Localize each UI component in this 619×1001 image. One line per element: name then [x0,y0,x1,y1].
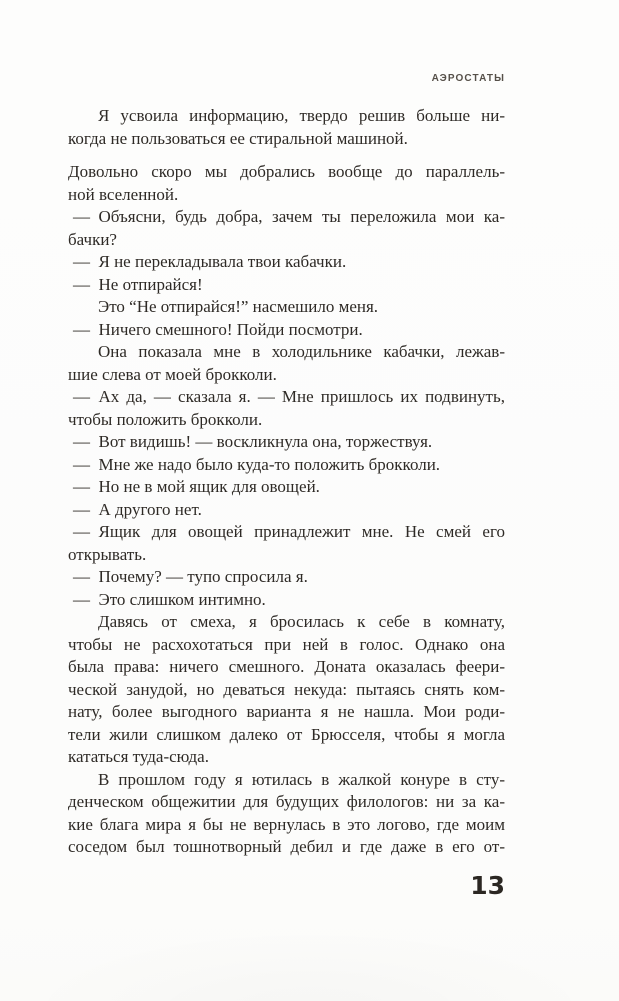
text-line: — Не отпирайся! [73,274,203,294]
text-line: — Вот видишь! — воскликнула она, торжествуя. [73,432,433,451]
page-body [68,105,505,859]
text-line: Это “Не отпирайся!” насмешило меня. [98,297,379,316]
text-line: — А другого нет. [73,499,202,519]
text-line: открывать. [68,544,147,564]
text-line: ческой занудой, но деваться некуда: пытаясь снять ком- [68,679,505,699]
text-line: чтобы положить брокколи. [68,409,263,429]
text-line: была права: ничего смешного. Доната оказалась феери- [68,657,505,676]
text-line: Я усвоила информацию, твердо решив больше ни- [98,106,505,125]
text-line: кататься туда-сюда. [68,747,209,766]
text-line: — Ничего смешного! Пойди посмотри. [73,319,363,339]
text-line: Она показала мне в холодильнике кабачки, лежав- [98,342,505,361]
text-line: кие блага мира я бы не вернулась в это логово, где моим [68,814,505,834]
text-line: В прошлом году я ютилась в жалкой конуре в сту- [98,769,505,789]
running-header: АЭРОСТАТЫ [431,73,505,84]
text-line: тели жили слишком далеко от Брюсселя, чтобы я могла [68,724,505,744]
text-line: денческом общежитии для будущих филологов: ни за ка- [68,792,505,811]
text-line: шие слева от моей брокколи. [68,364,277,384]
text-line: соседом был тошнотворный дебил и где даже в его от- [68,837,505,856]
text-line: — Мне же надо было куда-то положить брокколи. [73,454,441,474]
text-line: — Почему? — тупо спросила я. [73,567,308,586]
text-line: ной вселенной. [68,184,179,204]
text-line: — Я не перекладывала твои кабачки. [73,252,347,271]
text-line: Довольно скоро мы добрались вообще до параллель- [68,162,505,181]
text-line: Давясь от смеха, я бросилась к себе в комнату, [98,612,505,631]
text-line: — Это слишком интимно. [73,589,266,609]
text-line: — Но не в мой ящик для овощей. [73,477,320,496]
text-line: чтобы не расхохотаться при ней в голос. Однако она [68,634,505,654]
text-line: — Ящик для овощей принадлежит мне. Не смей его [73,522,505,541]
text-line: — Ах да, — сказала я. — Мне пришлось их подвинуть, [73,387,505,406]
text-line: когда не пользоваться ее стиральной машиной. [68,128,408,148]
page-number: 13 [470,871,505,900]
text-line: нату, более выгодного варианта я не нашла. Мои роди- [68,702,505,721]
text-line: бачки? [68,229,117,249]
text-line: — Объясни, будь добра, зачем ты переложила мои ка- [73,207,505,226]
